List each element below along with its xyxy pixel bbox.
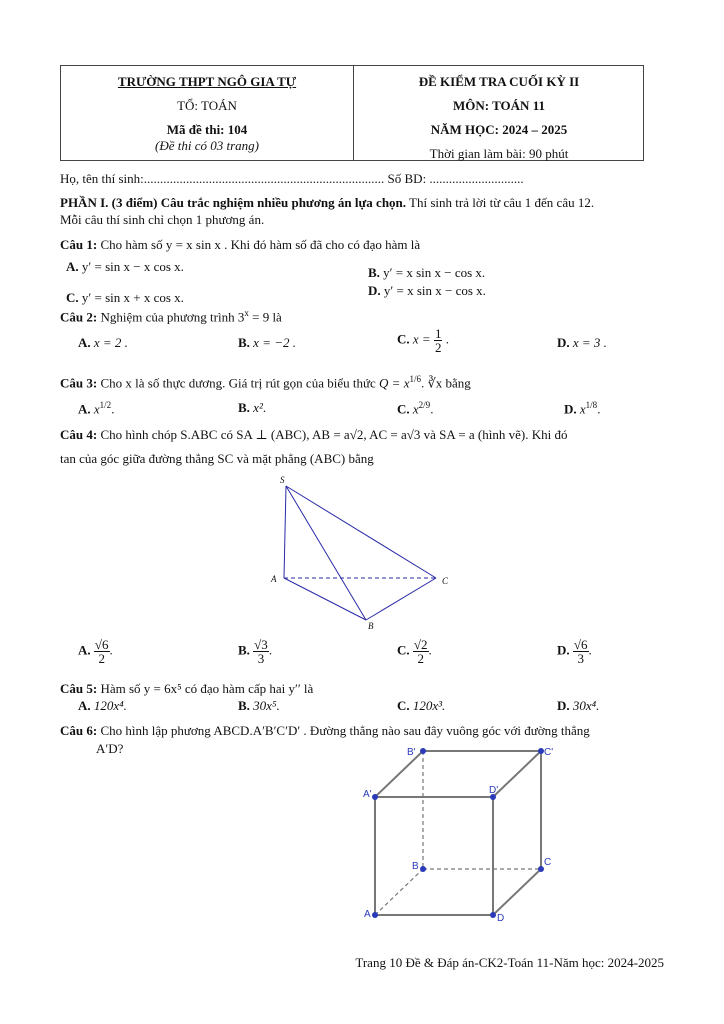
exam-header	[60, 65, 644, 161]
q1-option-a[interactable]: A. y′ = sin x − x cos x.	[66, 259, 184, 274]
exam-code: Mã đề thi: 104	[166, 122, 248, 137]
q5-option-b[interactable]: B. 30x⁵.	[238, 698, 280, 713]
q5-option-a[interactable]: A. 120x⁴.	[78, 698, 127, 713]
vertex-Bp	[420, 748, 426, 754]
q3-option-c[interactable]: C. $x^{2/9}$.	[397, 400, 434, 417]
label-Bp: B'	[407, 747, 416, 758]
vertex-B	[420, 866, 426, 872]
q3-option-b[interactable]: B. x².	[238, 400, 267, 415]
q2-option-d[interactable]: D. x = 3 .	[557, 335, 607, 350]
label-S: S	[280, 475, 285, 485]
question-3: Câu 3: Cho x là số thực dương. Giá trị rút gọn của biểu thức $Q = x^{1/6}$. ∛x bằng	[60, 374, 471, 391]
page-footer: Trang 10 Đề & Đáp án-CK2-Toán 11-Năm học: 2024-2025	[355, 955, 664, 970]
q1-label: Câu 1:	[60, 237, 98, 252]
school-name: TRƯỜNG THPT NGÔ GIA TỰ	[117, 74, 297, 89]
label-A: A	[271, 574, 277, 584]
question-5: Câu 5: Hàm số y = 6x⁵ có đạo hàm cấp hai y′′ là	[60, 681, 314, 696]
question-6: Câu 6: Cho hình lập phương ABCD.A′B′C′D′ . Đường thẳng nào sau đây vuông góc với đường thẳng	[60, 723, 590, 738]
question-4: Câu 4: Cho hình chóp S.ABC có SA ⊥ (ABC), AB = a√2, AC = a√3 và SA = a (hình vẽ). Khi đó	[60, 427, 568, 442]
school-year: NĂM HỌC: 2024 – 2025	[430, 122, 568, 137]
q4-option-c[interactable]: C. $\frac{√2}{2}$ .	[397, 637, 432, 666]
q1-option-c[interactable]: C. y′ = sin x + x cos x.	[66, 290, 184, 305]
label-Cp: C'	[544, 747, 554, 758]
q1-text: Cho hàm số y = x sin x . Khi đó hàm số đã cho có đạo hàm là	[97, 237, 421, 252]
label-D: D	[497, 913, 505, 924]
part1-heading	[60, 195, 594, 211]
label-B: B	[412, 861, 419, 872]
question-4-line2: tan của góc giữa đường thẳng SC và mặt phẳng (ABC) bằng	[60, 451, 374, 466]
q4-option-b[interactable]: B. $\frac{√3}{3}$ .	[238, 637, 273, 666]
question-6-line2: A′D?	[96, 741, 124, 756]
label-B: B	[368, 621, 374, 631]
q2-option-a[interactable]: A. x = 2 .	[78, 335, 128, 350]
edge-BC	[366, 578, 436, 620]
vertex-D	[490, 912, 496, 918]
exam-title: ĐỀ KIỂM TRA CUỐI KỲ II	[418, 74, 580, 89]
q2-option-b[interactable]: B. x = −2 .	[238, 335, 296, 350]
label-Dp: D'	[489, 785, 499, 796]
edge-SC	[286, 486, 436, 578]
pyramid-figure	[260, 470, 460, 635]
vertex-Ap	[372, 794, 378, 800]
department: TỔ: TOÁN	[177, 98, 237, 113]
student-info-line: Họ, tên thí sinh:.......................................................................... Số BD: .............................	[60, 171, 524, 186]
label-A: A	[364, 909, 371, 920]
label-C: C	[544, 857, 552, 868]
question-1	[60, 237, 420, 253]
q4-option-a[interactable]: A. $\frac{√6}{2}$ .	[78, 637, 113, 666]
q5-option-d[interactable]: D. 30x⁴.	[557, 698, 600, 713]
question-2: Câu 2: Nghiệm của phương trình $3^x = 9$ là	[60, 308, 282, 325]
q4-option-d[interactable]: D. $\frac{√6}{3}$ .	[557, 637, 592, 666]
part1-desc2: Mỗi câu thí sinh chỉ chọn 1 phương án.	[60, 212, 265, 227]
subject: MÔN: TOÁN 11	[453, 98, 545, 113]
q3-option-a[interactable]: A. $x^{1/2}$.	[78, 400, 115, 417]
q2-option-c[interactable]: C. x = $\frac{1}{2}$ .	[397, 326, 449, 355]
part1-title: PHẦN I. (3 điểm) Câu trắc nghiệm nhiều phương án lựa chọn.	[60, 195, 407, 210]
label-C: C	[442, 576, 449, 586]
part1-desc: Thí sinh trả lời từ câu 1 đến câu 12.	[406, 195, 595, 210]
edge-SA	[284, 486, 286, 578]
q1-option-b[interactable]: B. y′ = x sin x − cos x.	[368, 265, 486, 280]
q5-option-c[interactable]: C. 120x³.	[397, 698, 446, 713]
label-Ap: A'	[363, 789, 372, 800]
q3-option-d[interactable]: D. $x^{1/8}$.	[564, 400, 601, 417]
page-count: (Đề thi có 03 trang)	[155, 138, 259, 153]
vertex-A	[372, 912, 378, 918]
cube-figure	[355, 735, 575, 930]
q1-option-d[interactable]: D. y′ = x sin x − cos x.	[368, 283, 486, 298]
time-limit: Thời gian làm bài: 90 phút	[429, 146, 569, 161]
